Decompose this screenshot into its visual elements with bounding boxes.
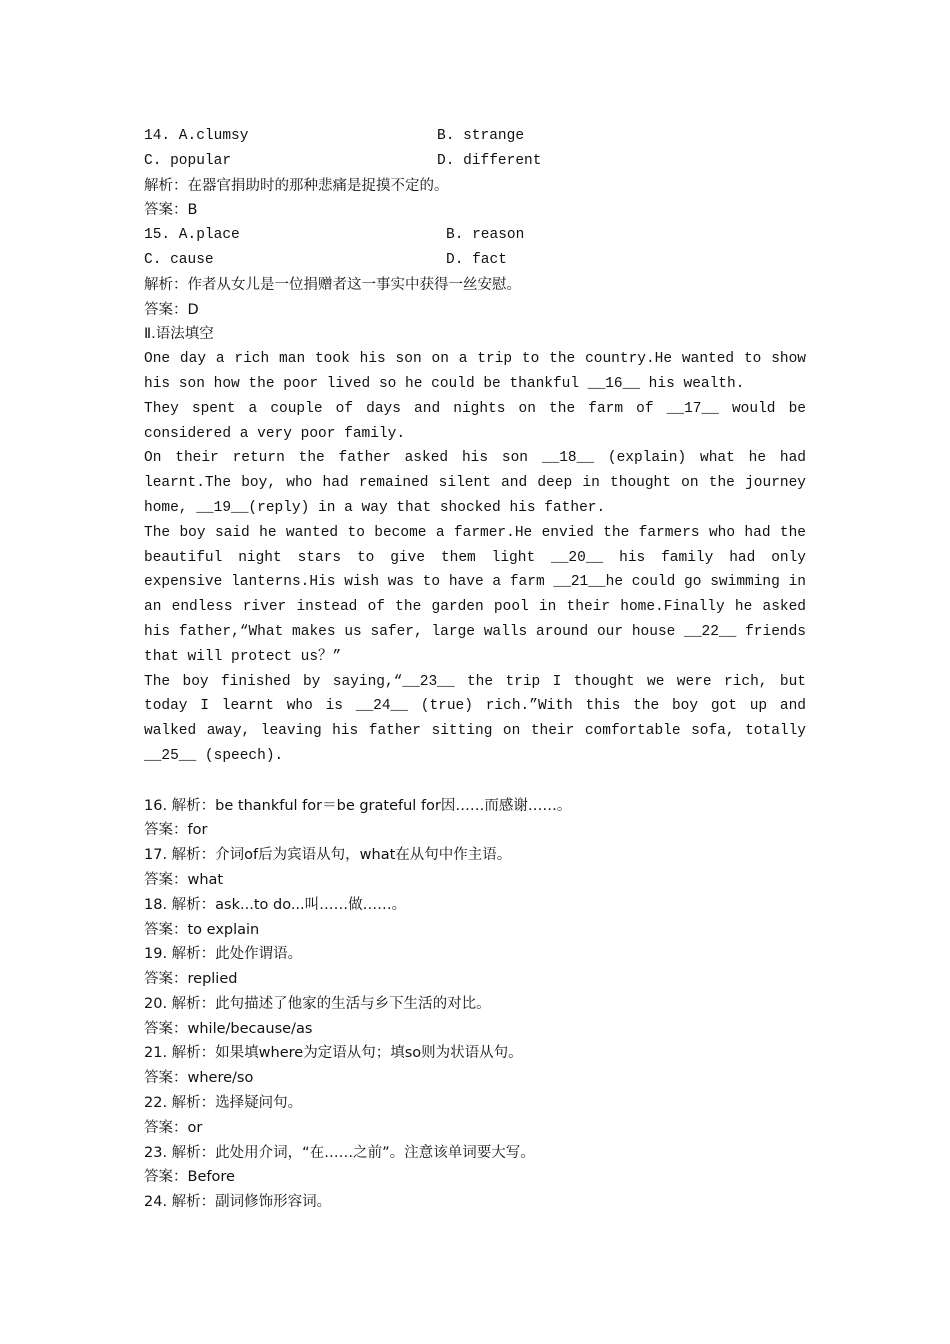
answer-analysis: 19. 解析：此处作谓语。 [144, 946, 303, 963]
answer-analysis: 23. 解析：此处用介词，“在……之前”。注意该单词要大写。 [144, 1144, 535, 1161]
q15-answer: 答案：D [144, 301, 199, 318]
answer-key: 答案：while/because/as [144, 1020, 313, 1037]
q14-answer: 答案：B [144, 202, 198, 219]
passage-paragraph: The boy finished by saying,“__23__ the trip I thought we were rich, but today I learnt who is __24__ (true) rich.”With this the boy got up and walked away, leaving his father sitting on their comfortable sofa, totally __25__ (speech). [144, 673, 806, 764]
q15-options-row-1 [144, 223, 806, 248]
q15-analysis: 解析：作者从女儿是一位捐赠者这一事实中获得一丝安慰。 [144, 276, 521, 293]
answer-key: 答案：replied [144, 971, 238, 988]
q14-analysis: 解析：在器官捐助时的那种悲痛是捉摸不定的。 [144, 177, 449, 194]
section-heading: Ⅱ.语法填空 [144, 326, 214, 343]
q14-options-row-2 [144, 149, 806, 174]
answer-key: 答案：for [144, 822, 208, 839]
answer-analysis: 17. 解析：介词of后为宾语从句，what在从句中作主语。 [144, 847, 512, 864]
q15-option-b: B. reason [446, 227, 525, 244]
q14-option-c: C. popular [144, 152, 232, 169]
passage-paragraph: The boy said he wanted to become a farmer.He envied the farmers who had the beautiful night stars to give them light __20__ his family had only expensive lanterns.His wish was to have a farm __21__he could go swimming in an endless river instead of the garden pool in their home.Finally he asked his father,“What makes us safer, large walls around our house __22__ friends that will protect us？” [144, 524, 806, 665]
passage-paragraph: They spent a couple of days and nights on the farm of __17__ would be considered a very poor family. [144, 400, 806, 442]
passage-paragraph: One day a rich man took his son on a trip to the country.He wanted to show his son how the poor lived so he could be thankful __16__ his wealth. [144, 351, 806, 392]
answer-key: 答案：where/so [144, 1070, 254, 1087]
q15-option-c: C. cause [144, 251, 214, 268]
answer-analysis: 24. 解析：副词修饰形容词。 [144, 1194, 332, 1211]
answer-analysis: 18. 解析：ask...to do...叫……做……。 [144, 896, 407, 913]
answer-analysis: 16. 解析：be thankful for＝be grateful for因……而感谢……。 [144, 797, 572, 814]
answer-analysis: 21. 解析：如果填where为定语从句；填so则为状语从句。 [144, 1045, 523, 1062]
q14-options-row-1 [144, 124, 806, 149]
answer-key: 答案：what [144, 871, 224, 888]
answer-analysis: 22. 解析：选择疑问句。 [144, 1095, 303, 1112]
answer-key: 答案：Before [144, 1169, 235, 1186]
answer-analysis: 20. 解析：此句描述了他家的生活与乡下生活的对比。 [144, 995, 491, 1012]
q15-options-row-2 [144, 248, 806, 273]
q14-option-d: D. different [437, 152, 542, 169]
q14-option-a: 14. A.clumsy [144, 128, 249, 144]
spacer [144, 769, 806, 794]
q14-option-b: B. strange [437, 128, 525, 144]
passage-paragraph: On their return the father asked his son __18__ (explain) what he had learnt.The boy, who had remained silent and deep in thought on the journey home, __19__(reply) in a way that shocked his father. [144, 450, 806, 516]
answer-key: 答案：or [144, 1119, 203, 1136]
q15-option-a: 15. A.place [144, 227, 240, 244]
q15-option-d: D. fact [446, 251, 507, 268]
document-page [144, 124, 806, 1215]
answer-key: 答案：to explain [144, 921, 260, 938]
